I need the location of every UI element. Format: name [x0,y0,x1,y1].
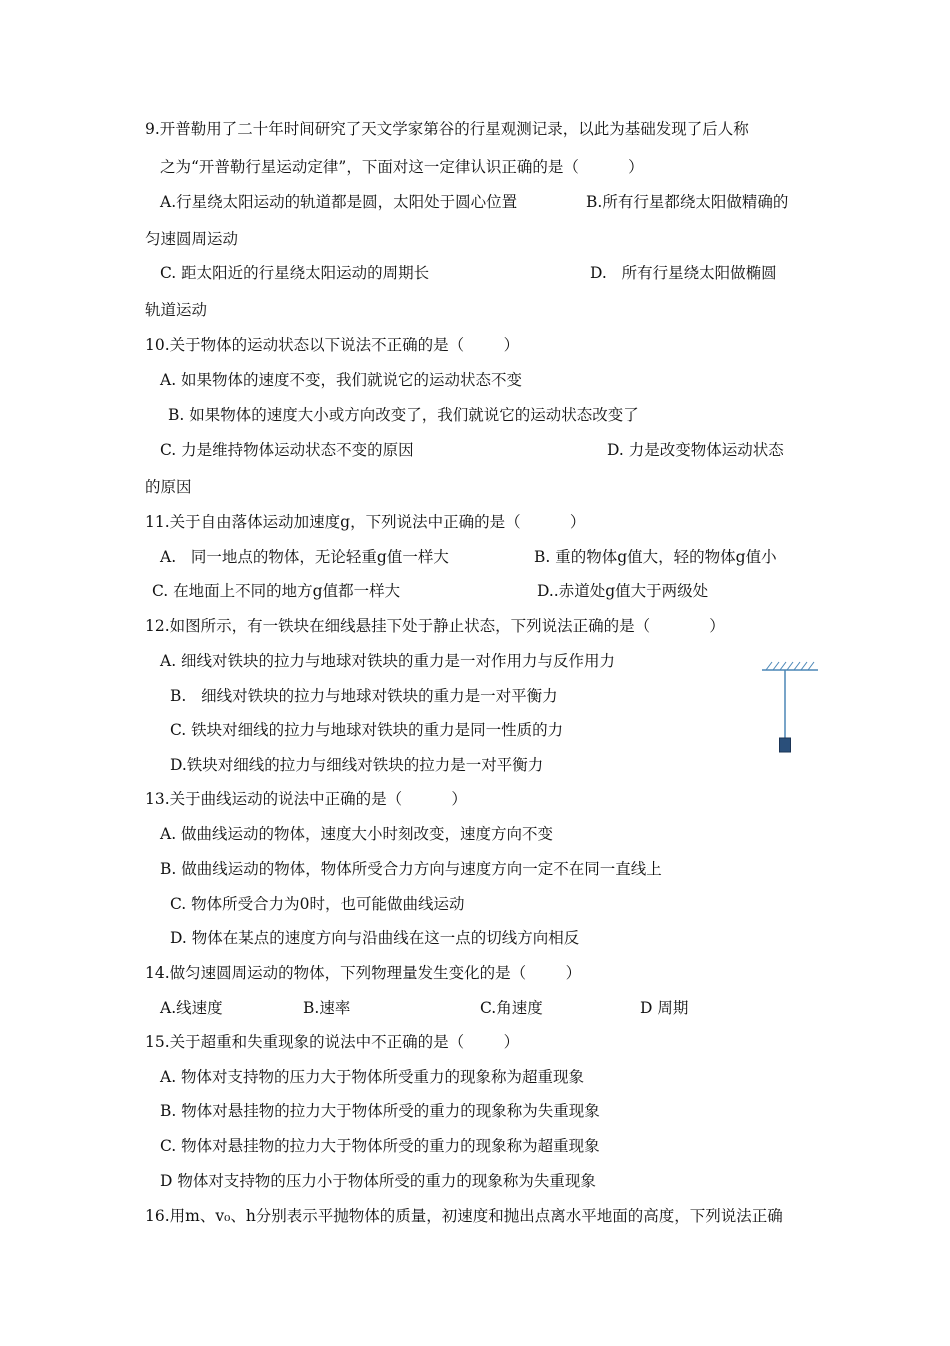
q15-option-a: A. 物体对支持物的压力大于物体所受重力的现象称为超重现象 [160,1068,585,1086]
q9-stem-line2: 之为“开普勒行星运动定律”，下面对这一定律认识正确的是（ ） [160,158,644,176]
q10-option-c: C. 力是维持物体运动状态不变的原因 [160,441,414,459]
q12-stem: 12.如图所示，有一铁块在细线悬挂下处于静止状态，下列说法正确的是（ ） [145,617,725,635]
q14-option-b: B.速率 [303,999,351,1017]
q11-option-a: A. 同一地点的物体，无论轻重g值一样大 [160,548,449,566]
q13-option-b: B. 做曲线运动的物体，物体所受合力方向与速度方向一定不在同一直线上 [160,860,662,878]
q9-option-b: B.所有行星都绕太阳做精确的 [586,193,789,211]
q10-stem: 10.关于物体的运动状态以下说法不正确的是（ ） [145,336,520,354]
q9-option-c: C. 距太阳近的行星绕太阳运动的周期长 [160,264,430,282]
q10-option-d: D. 力是改变物体运动状态 [607,441,784,459]
q15-option-d: D 物体对支持物的压力小于物体所受的重力的现象称为失重现象 [160,1172,596,1190]
q12-option-c: C. 铁块对细线的拉力与地球对铁块的重力是同一性质的力 [170,721,564,739]
q9-option-b-continued: 匀速圆周运动 [145,230,239,248]
q12-option-a: A. 细线对铁块的拉力与地球对铁块的重力是一对作用力与反作用力 [160,652,616,670]
q12-option-b: B. 细线对铁块的拉力与地球对铁块的重力是一对平衡力 [170,687,558,705]
q14-option-c: C.角速度 [480,999,543,1017]
q14-stem: 14.做匀速圆周运动的物体，下列物理量发生变化的是（ ） [145,964,582,982]
q15-option-c: C. 物体对悬挂物的拉力大于物体所受的重力的现象称为超重现象 [160,1137,600,1155]
iron-block [780,738,791,752]
q11-stem: 11.关于自由落体运动加速度g，下列说法中正确的是（ ） [145,513,586,531]
ceiling-support [762,662,818,670]
q11-option-d: D..赤道处g值大于两级处 [537,582,709,600]
q11-option-b: B. 重的物体g值大，轻的物体g值小 [534,548,777,566]
q15-stem: 15.关于超重和失重现象的说法中不正确的是（ ） [145,1033,520,1051]
q9-option-a: A.行星绕太阳运动的轨道都是圆，太阳处于圆心位置 [160,193,518,211]
q15-option-b: B. 物体对悬挂物的拉力大于物体所受的重力的现象称为失重现象 [160,1102,600,1120]
q9-option-d-continued: 轨道运动 [145,301,208,319]
q10-option-a: A. 如果物体的速度不变，我们就说它的运动状态不变 [160,371,523,389]
q10-option-b: B. 如果物体的速度大小或方向改变了，我们就说它的运动状态改变了 [168,406,639,424]
q13-option-a: A. 做曲线运动的物体，速度大小时刻改变，速度方向不变 [160,825,554,843]
q11-option-c: C. 在地面上不同的地方g值都一样大 [152,582,401,600]
q16-stem: 16.用m、v₀、h分别表示平抛物体的质量，初速度和抛出点离水平地面的高度，下列说法正确 [145,1207,783,1225]
q13-option-d: D. 物体在某点的速度方向与沿曲线在这一点的切线方向相反 [170,929,580,947]
q12-option-d: D.铁块对细线的拉力与细线对铁块的拉力是一对平衡力 [170,756,544,774]
hanging-iron-block-diagram [760,658,820,758]
q14-option-d: D 周期 [640,999,689,1017]
q14-option-a: A.线速度 [160,999,223,1017]
q13-option-c: C. 物体所受合力为0时，也可能做曲线运动 [170,895,465,913]
q13-stem: 13.关于曲线运动的说法中正确的是（ ） [145,790,467,808]
q10-option-d-continued: 的原因 [145,478,192,496]
q9-option-d: D. 所有行星绕太阳做椭圆 [590,264,777,282]
q9-stem-line1: 9.开普勒用了二十年时间研究了天文学家第谷的行星观测记录，以此为基础发现了后人称 [145,120,749,138]
